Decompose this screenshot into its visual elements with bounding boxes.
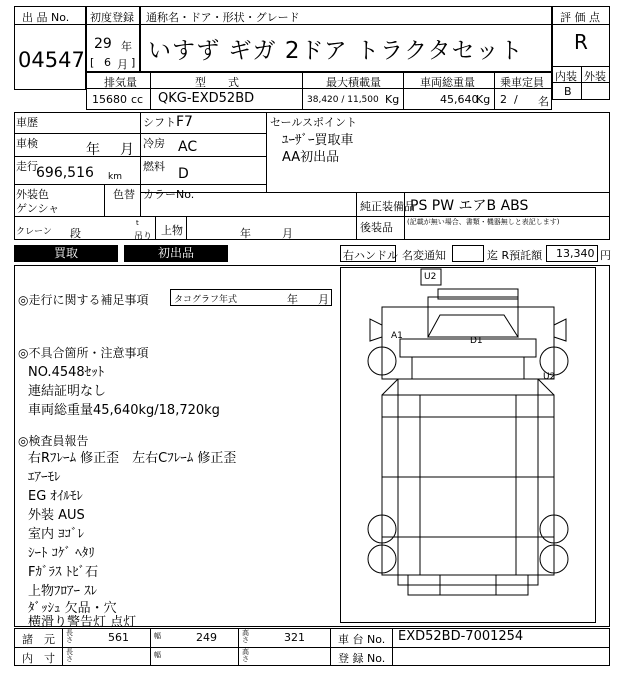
reg-month-open: [ [90, 56, 95, 69]
history-label: 車歴 [16, 116, 38, 129]
aftermarket-note: (記載が無い場合、書類・機器無しと表記します) [407, 218, 560, 226]
reg-month: 6 [104, 56, 111, 69]
chassis-value: EXD52BD-7001254 [398, 629, 524, 644]
sales-point-label: セールスポイント [270, 116, 358, 129]
defects-heading: ◎不具合箇所・注意事項 [18, 346, 149, 360]
dims-label: 諸 元 [22, 633, 55, 646]
mileage-unit: km [108, 172, 122, 182]
shift-value: F7 [176, 114, 193, 130]
inspector-item-7: Fｶﾞﾗｽ ﾄﾋﾞ石 [28, 565, 99, 580]
length-label: 長さ [66, 629, 73, 644]
options-value: PS PW エアB ABS [410, 198, 529, 214]
name-label: 通称名・ドア・形状・グレード [146, 11, 300, 24]
tachograph-label: タコグラフ年式 [174, 295, 238, 305]
gross-weight-value: 45,640 [440, 93, 479, 106]
reg-year-unit: 年 [121, 40, 132, 53]
reg-no-label: 登 録 No. [338, 652, 386, 665]
body-left-rail [382, 379, 398, 395]
inspector-item-6: ｼｰﾄ ｺｹﾞ ﾍﾀﾘ [28, 546, 95, 561]
name-change-label: 名変通知 [402, 249, 446, 262]
defect-3: 車両総重量45,640kg/18,720kg [28, 403, 220, 418]
exterior-label: 外装 [584, 70, 606, 83]
mark-d1: D1 [470, 336, 483, 346]
trailer-body [398, 379, 538, 585]
color-change-label: 色替 [113, 188, 135, 201]
interior-label: 内装 [555, 70, 577, 83]
displacement-unit: cc [131, 93, 144, 106]
mileage-value: 696,516 [36, 165, 94, 181]
max-load-unit: Kg [385, 93, 400, 106]
inspection-year-unit: 年 [86, 142, 100, 158]
color-code-label: カラーNo. [143, 188, 195, 201]
capacity-separator: / [514, 93, 518, 106]
hood [412, 357, 524, 379]
upper-year-unit: 年 [240, 227, 251, 240]
cab-inner [428, 297, 518, 337]
inspector-item-8: 上物ﾌﾛｱｰ ｽﾚ [28, 584, 98, 599]
model-value: QKG-EXD52BD [158, 91, 255, 106]
length-value: 561 [108, 631, 129, 644]
driving-heading: ◎走行に関する補足事項 [18, 293, 149, 307]
inspector-item-9: ﾀﾞｯｼｭ 欠品・穴 [28, 601, 117, 616]
deposit-value: 13,340 [556, 247, 595, 260]
mark-u2-right: U2 [543, 372, 556, 382]
crane-label: クレーン [16, 227, 52, 237]
model-label: 型 式 [195, 76, 239, 89]
capacity-value: 2 [500, 93, 507, 106]
lot-number: 04547 [18, 48, 85, 72]
interior-grade: B [564, 85, 572, 98]
cab-outline [382, 307, 554, 379]
max-load-label: 最大積載量 [326, 76, 381, 89]
inspector-item-3: EG ｵｲﾙﾓﾚ [28, 489, 83, 504]
chassis-label: 車 台 No. [338, 633, 386, 646]
inner-length-label: 長さ [66, 648, 73, 663]
first-reg-label: 初度登録 [90, 11, 134, 24]
exterior-color-value: ゲンシャ [16, 202, 60, 215]
inspector-item-5: 室内 ﾖｺﾞﾚ [28, 527, 85, 542]
mark-u2-top: U2 [424, 272, 437, 282]
score-label: 評 価 点 [560, 11, 600, 24]
inspection-month-unit: 月 [120, 142, 134, 158]
inspector-heading: ◎検査員報告 [18, 434, 89, 448]
inspection-label: 車検 [16, 137, 38, 150]
upper-label: 上物 [161, 224, 183, 237]
right-mirror [554, 319, 566, 341]
steering-value: 右ハンドル [343, 249, 398, 262]
first-listing-badge: 初出品 [124, 245, 228, 262]
options-label: 純正装備品 [360, 200, 415, 213]
capacity-label: 乗車定員 [500, 76, 544, 89]
width-label: 幅 [154, 632, 161, 640]
sales-point-2: AA初出品 [282, 150, 340, 165]
displacement-value: 15680 [92, 93, 127, 106]
crane-ton-unit: t [136, 219, 139, 227]
displacement-label: 排気量 [104, 76, 137, 89]
mileage-label: 走行 [16, 160, 38, 173]
upper-month-unit: 月 [282, 227, 293, 240]
recycle-label: 迄 R預託額 [487, 249, 543, 262]
max-load-value: 38,420 / 11,500 [307, 95, 379, 105]
vehicle-name: いすず ギガ 2ドア トラクタセット [148, 38, 524, 64]
shift-label: シフト [143, 116, 176, 129]
body-side [382, 395, 554, 575]
defect-2: 連結証明なし [28, 384, 107, 399]
exterior-color-label: 外装色 [16, 188, 49, 201]
score-value: R [574, 30, 588, 54]
inspector-item-10: 横滑り警告灯 点灯 [28, 615, 137, 630]
left-mirror [370, 319, 382, 341]
name-change-box [452, 245, 484, 262]
aftermarket-label: 後装品 [360, 221, 393, 234]
ac-label: 冷房 [143, 137, 165, 150]
windshield [428, 315, 518, 337]
gross-weight-unit: Kg [476, 93, 491, 106]
crane-stage-unit: 段 [70, 227, 81, 240]
height-value: 321 [284, 631, 305, 644]
inner-height-label: 高さ [242, 648, 249, 663]
inner-width-label: 幅 [154, 651, 161, 659]
gross-weight-label: 車両総重量 [420, 76, 475, 89]
bumper [400, 339, 536, 357]
inspector-item-1: 右Rﾌﾚｰﾑ 修正歪 左右Cﾌﾚｰﾑ 修正歪 [28, 451, 237, 466]
reg-month-close: ] [131, 56, 136, 69]
buyback-badge: 買取 [14, 245, 118, 262]
fuel-value: D [178, 166, 189, 182]
capacity-unit: 名 [538, 95, 549, 108]
lot-label: 出 品 No. [22, 11, 70, 24]
sales-point-1: ﾕｰｻﾞｰ買取車 [282, 133, 354, 148]
height-label: 高さ [242, 629, 249, 644]
deposit-unit: 円 [600, 249, 611, 262]
inner-dims-label: 内 寸 [22, 652, 55, 665]
mark-a1: A1 [391, 331, 403, 341]
inspector-item-2: ｴｱｰﾓﾚ [28, 470, 61, 485]
width-value: 249 [196, 631, 217, 644]
ac-value: AC [178, 139, 198, 155]
tachograph-month-unit: 月 [318, 293, 329, 306]
tachograph-year-unit: 年 [287, 293, 298, 306]
reg-month-unit: 月 [117, 58, 128, 71]
fuel-label: 燃料 [143, 160, 165, 173]
truck-diagram [340, 267, 596, 623]
reg-year: 29 [94, 36, 112, 52]
crane-hang-unit: 吊り [134, 232, 153, 242]
defect-1: NO.4548ｾｯﾄ [28, 365, 105, 380]
inspector-item-4: 外装 AUS [28, 508, 85, 523]
